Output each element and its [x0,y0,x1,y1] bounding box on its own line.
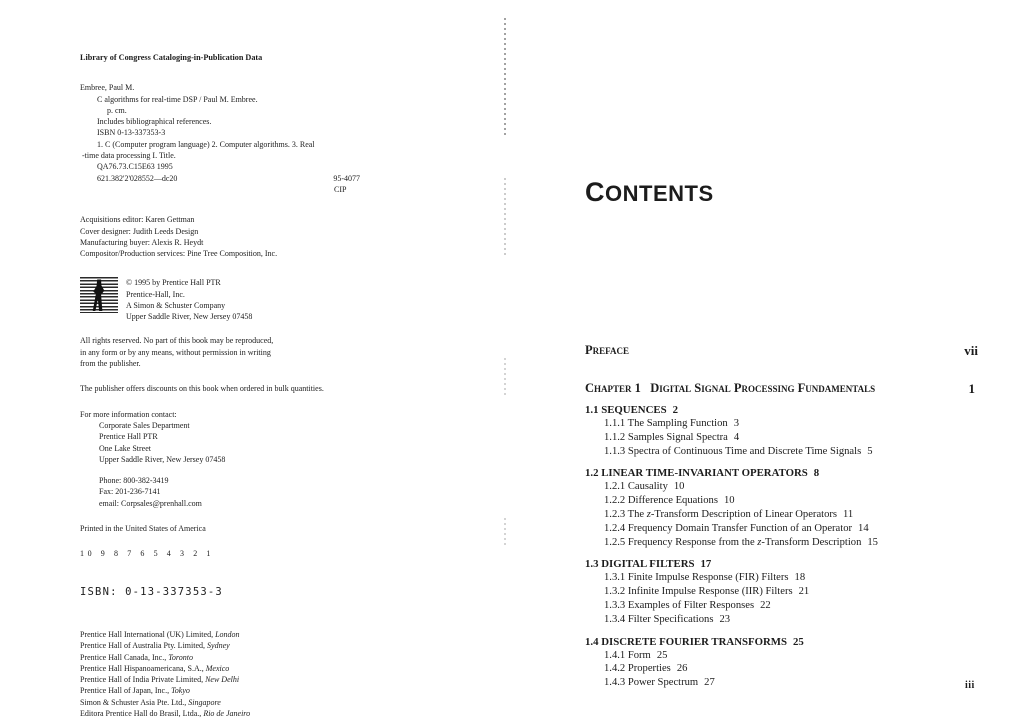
office-line: Editora Prentice Hall do Brasil, Ltda., Rio de Janeiro [80,708,251,718]
toc-preface [585,343,978,359]
publisher-line: A Simon & Schuster Company [126,301,226,311]
toc-subsection: 1.1.3 Spectra of Continuous Time and Discrete Time Signals 5 [604,445,873,457]
credits-block [80,214,380,259]
table-of-contents [585,343,978,690]
toc-subsection: 1.3.3 Examples of Filter Responses 22 [604,599,771,611]
toc-subsection: 1.4.1 Form 25 [604,649,668,661]
cip-pages: p. cm. [107,105,127,115]
toc-subsection: 1.3.1 Finite Impulse Response (FIR) Filters 18 [604,572,806,584]
publisher-line: Prentice-Hall, Inc. [126,289,185,299]
chapter-page: 1 [968,381,975,396]
contact-block [80,409,380,509]
toc-subsection: 1.1.2 Samples Signal Spectra 4 [604,431,740,443]
toc-section: 1.3 DIGITAL FILTERS 17 [585,558,712,571]
cip-dewey-row [80,173,380,184]
prentice-hall-logo [80,277,118,313]
contact-intro: For more information contact: [80,409,177,419]
credit-line: Cover designer: Judith Leeds Design [80,226,199,236]
toc-subsection: 1.4.3 Power Spectrum 27 [604,677,715,689]
gutter-shadow [504,518,506,548]
preface-page: vii [964,343,978,358]
toc-subsection: 1.3.4 Filter Specifications 23 [604,613,731,625]
toc-section: 1.2 LINEAR TIME-INVARIANT OPERATORS 8 [585,467,820,480]
gutter-shadow [504,18,506,138]
office-line: Prentice Hall of Australia Pty. Limited, Sydney [80,641,230,651]
cip-lcc: QA76.73.C15E63 1995 [97,162,173,172]
contact-fax: Fax: 201-236-7141 [99,487,161,497]
contact-line: One Lake Street [99,443,151,453]
toc-chapter [585,381,978,397]
credit-line: Compositor/Production services: Pine Tree Composition, Inc. [80,249,278,259]
gutter-shadow [504,358,506,398]
copyright-line: © 1995 by Prentice Hall PTR [126,278,221,288]
page-gutter [497,18,513,718]
publisher-block [80,277,380,322]
toc-section: 1.4 DISCRETE FOURIER TRANSFORMS 25 [585,635,804,648]
office-line: Prentice Hall Hispanoamericana, S.A., Mexico [80,663,230,673]
rights-notice [80,335,380,369]
office-line: Prentice Hall International (UK) Limited, London [80,629,240,639]
office-line: Prentice Hall Canada, Inc., Toronto [80,652,193,662]
toc-subsection: 1.3.2 Infinite Impulse Response (IIR) Filters 21 [604,586,810,598]
contact-line: Corporate Sales Department [99,420,190,430]
discounts-notice: The publisher offers discounts on this book when ordered in bulk quantities. [80,384,324,394]
toc-subsection: 1.1.1 The Sampling Function 3 [604,418,739,429]
cip-label-row [80,184,380,195]
contact-email: email: Corpsales@prenhall.com [99,498,202,508]
toc-subsection: 1.2.5 Frequency Response from the z-Transform Description 15 [604,536,878,548]
toc-subsection: 1.2.3 The z-Transform Description of Linear Operators 11 [604,508,854,520]
toc-subsection: 1.4.2 Properties 26 [604,663,688,675]
contact-phone: Phone: 800-382-3419 [99,476,169,486]
toc-subsection: 1.2.4 Frequency Domain Transfer Function of an Operator 14 [604,522,869,534]
isbn-text: ISBN: 0-13-337353-3 [80,585,223,598]
chapter-heading: Chapter 1 Digital Signal Processing Fundamentals [585,381,876,395]
cip-biblio: Includes bibliographical references. [97,117,212,127]
cip-subjects-cont: -time data processing I. Title. [82,151,176,161]
cip-dewey: 621.382'2'028552—dc20 [97,173,178,183]
cip-lc-number: 95-4077 [333,173,360,183]
contact-line: Upper Saddle River, New Jersey 07458 [99,454,226,464]
page-number: iii [965,680,975,691]
cip-author: Embree, Paul M. [80,83,135,93]
toc-subsection: 1.2.1 Causality 10 [604,481,685,493]
credit-line: Manufacturing buyer: Alexis R. Heydt [80,237,204,247]
cip-subjects: 1. C (Computer program language) 2. Computer algorithms. 3. Real [97,139,315,149]
contents-title: CONTENTS [585,177,714,207]
office-line: Prentice Hall of Japan, Inc., Tokyo [80,686,190,696]
credit-line: Acquisitions editor: Karen Gettman [80,215,195,225]
cip-block [80,82,380,195]
office-line: Prentice Hall of India Private Limited, New Delhi [80,675,240,685]
international-offices [80,629,380,719]
cip-title: Library of Congress Cataloging-in-Publication Data [80,53,263,62]
toc-sections [585,404,978,690]
copyright-page [80,52,380,719]
office-line: Simon & Schuster Asia Pte. Ltd., Singapore [80,697,221,707]
cip-isbn: ISBN 0-13-337353-3 [97,128,166,138]
toc-section: 1.1 SEQUENCES 2 [585,404,679,416]
rights-line: from the publisher. [80,359,141,369]
gutter-shadow [504,178,506,258]
publisher-line: Upper Saddle River, New Jersey 07458 [126,312,253,322]
rights-line: All rights reserved. No part of this book may be reproduced, [80,336,274,346]
printed-in: Printed in the United States of America [80,524,206,534]
rights-line: in any form or by any means, without permission in writing [80,347,271,357]
contact-line: Prentice Hall PTR [99,432,158,442]
cip-label: CIP [334,184,347,194]
preface-label: Preface [585,343,629,357]
toc-subsection: 1.2.2 Difference Equations 10 [604,495,735,507]
print-run: 10 9 8 7 6 5 4 3 2 1 [80,549,214,559]
cip-title-line: C algorithms for real-time DSP / Paul M. Embree. [97,94,258,104]
